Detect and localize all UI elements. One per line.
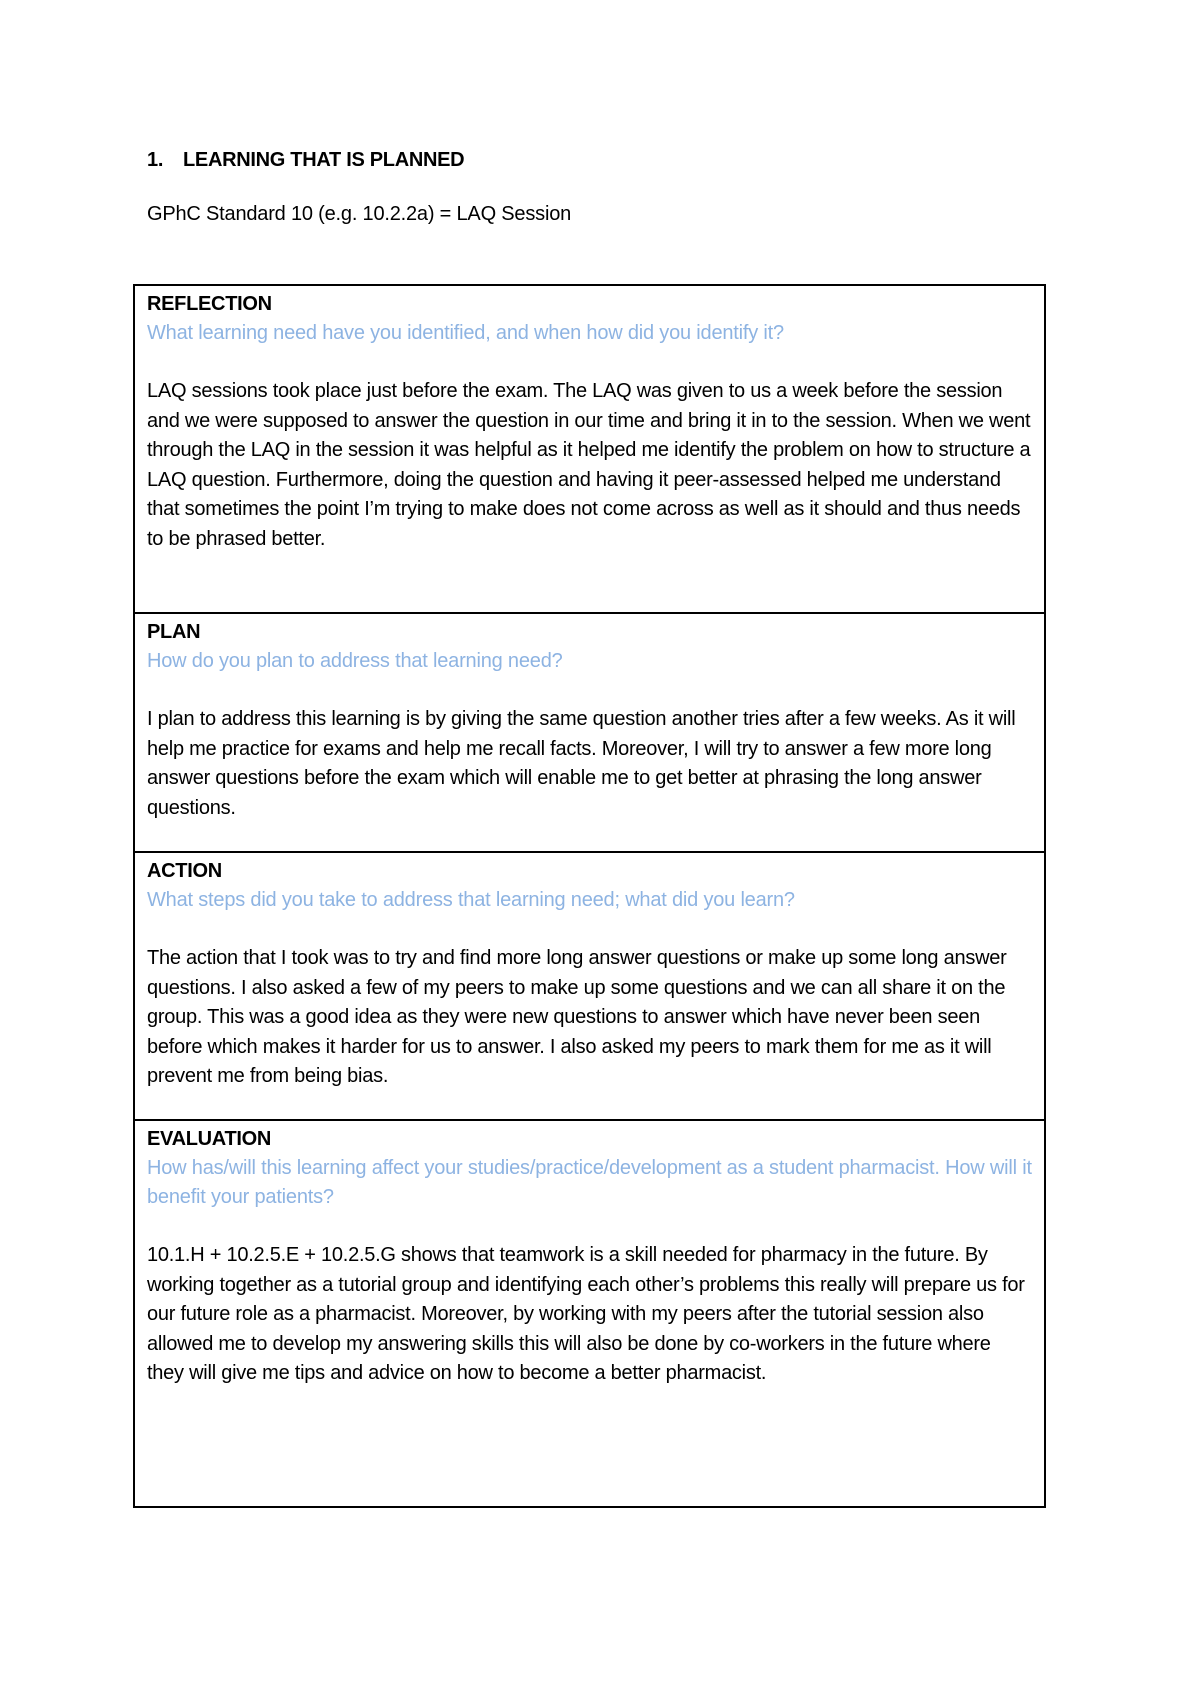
action-body: The action that I took was to try and find more long answer questions or make up some long answer questions. I also asked a few of my peers to make up some questions and we can all share it on the group. This was a good idea as they were new questions to answer which have never been seen before which makes it harder for us to answer. I also asked my peers to mark them for me as it will prevent me from being bias.: [147, 947, 1007, 1087]
action-prompt: What steps did you take to address that learning need; what did you learn?: [147, 889, 795, 911]
reflection-section: [135, 286, 1044, 614]
standard-subheading: GPhC Standard 10 (e.g. 10.2.2a) = LAQ Session: [147, 203, 572, 225]
plan-body: I plan to address this learning is by giving the same question another tries after a few weeks. As it will help me practice for exams and help me recall facts. Moreover, I will try to answer a few more long answer questions before the exam which will enable me to get better at phrasing the long answer questions.: [147, 708, 1016, 819]
heading-text: LEARNING THAT IS PLANNED: [183, 149, 465, 171]
plan-prompt: How do you plan to address that learning need?: [147, 650, 563, 672]
evaluation-section: [135, 1121, 1044, 1506]
reflection-form-table: [133, 284, 1046, 1508]
reflection-prompt: What learning need have you identified, and when how did you identify it?: [147, 322, 784, 344]
heading-number: 1.: [147, 149, 164, 171]
evaluation-prompt: How has/will this learning affect your studies/practice/development as a student pharmacist. How will it benefit your patients?: [147, 1157, 1032, 1208]
action-title: ACTION: [147, 860, 222, 882]
plan-title: PLAN: [147, 621, 201, 643]
action-section: [135, 853, 1044, 1121]
reflection-body: LAQ sessions took place just before the exam. The LAQ was given to us a week before the session and we were supposed to answer the question in our time and bring it in to the session. When we went through the LAQ in the session it was helpful as it helped me identify the problem on how to structure a LAQ question. Furthermore, doing the question and having it peer-assessed helped me understand that sometimes the point I’m trying to make does not come across as well as it should and thus needs to be phrased better.: [147, 380, 1031, 550]
reflection-title: REFLECTION: [147, 293, 272, 315]
section-heading: [147, 149, 464, 172]
evaluation-title: EVALUATION: [147, 1128, 272, 1150]
plan-section: [135, 614, 1044, 853]
evaluation-body: 10.1.H + 10.2.5.E + 10.2.5.G shows that teamwork is a skill needed for pharmacy in the future. By working together as a tutorial group and identifying each other’s problems this really will prepare us for our future role as a pharmacist. Moreover, by working with my peers after the tutorial session also allowed me to develop my answering skills this will also be done by co-workers in the future where they will give me tips and advice on how to become a better pharmacist.: [147, 1244, 1025, 1384]
